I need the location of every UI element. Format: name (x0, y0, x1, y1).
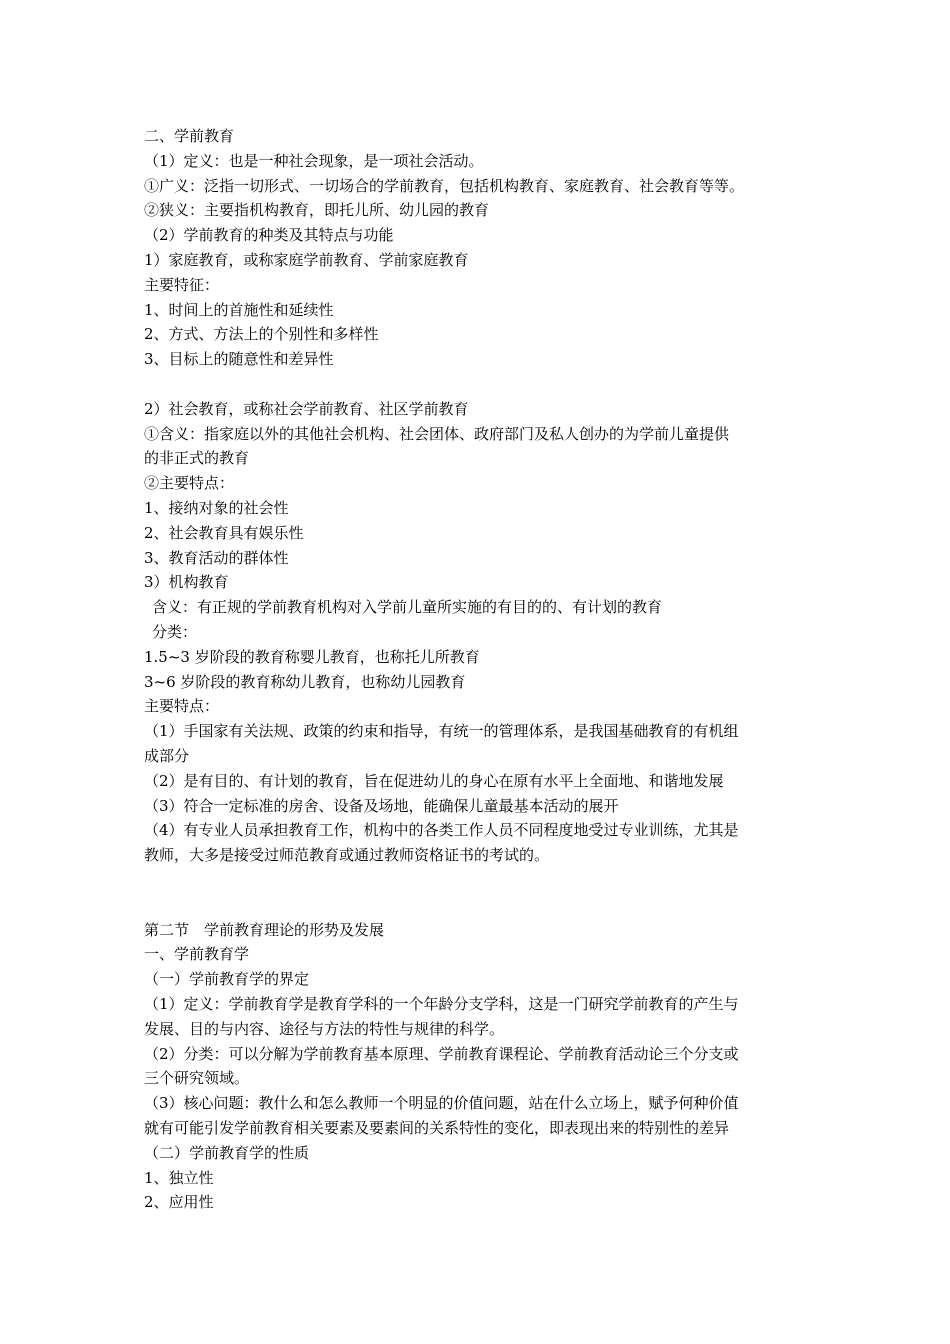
text-line: 2）社会教育，或称社会学前教育、社区学前教育 (144, 399, 469, 418)
text-line: 分类： (152, 623, 198, 641)
text-line: 一、学前教育学 (144, 945, 250, 964)
text-line: （3）核心问题：教什么和怎么教师一个明显的价值问题，站在什么立场上，赋予何种价值 (144, 1094, 739, 1113)
text-line: ②狭义：主要指机构教育，即托儿所、幼儿园的教育 (144, 201, 490, 220)
text-line: （3）符合一定标准的房舍、设备及场地，能确保儿童最基本活动的展开 (144, 796, 619, 815)
text-line: 1、独立性 (144, 1168, 214, 1187)
text-line: 发展、目的与内容、途径与方法的特性与规律的科学。 (144, 1019, 505, 1038)
text-line: 2、社会教育具有娱乐性 (144, 523, 304, 542)
text-line: （2）学前教育的种类及其特点与功能 (144, 226, 394, 245)
text-line: 3~6 岁阶段的教育称幼儿教育，也称幼儿园教育 (144, 672, 466, 691)
text-line: （2）分类：可以分解为学前教育基本原理、学前教育课程论、学前教育活动论三个分支或 (144, 1044, 739, 1063)
text-line: 2、方式、方法上的个别性和多样性 (144, 325, 379, 344)
text-line: 1）家庭教育，或称家庭学前教育、学前家庭教育 (144, 251, 469, 269)
text-line: 3、目标上的随意性和差异性 (144, 350, 334, 369)
text-line: （1）定义：也是一种社会现象，是一项社会活动。 (144, 151, 484, 170)
text-line: 成部分 (144, 747, 190, 765)
text-line: 2、应用性 (144, 1193, 214, 1212)
text-line: 第二节 学前教育理论的形势及发展 (144, 920, 385, 939)
text-line: 1、时间上的首施性和延续性 (144, 300, 334, 319)
text-line: 含义：有正规的学前教育机构对入学前儿童所实施的有目的的、有计划的教育 (152, 598, 663, 617)
text-line: 3、教育活动的群体性 (144, 548, 289, 567)
text-line: （4）有专业人员承担教育工作，机构中的各类工作人员不同程度地受过专业训练，尤其是 (144, 821, 739, 840)
text-line: 主要特征： (144, 275, 220, 294)
text-line: （1）手国家有关法规、政策的约束和指导，有统一的管理体系，是我国基础教育的有机组 (144, 722, 739, 741)
text-line: （2）是有目的、有计划的教育，旨在促进幼儿的身心在原有水平上全面地、和谐地发展 (144, 771, 724, 790)
text-line: （一）学前教育学的界定 (144, 970, 310, 989)
text-line: 1.5~3 岁阶段的教育称婴儿教育，也称托儿所教育 (144, 647, 480, 666)
text-line: 1、接纳对象的社会性 (144, 499, 289, 517)
text-line: ①含义：指家庭以外的其他社会机构、社会团体、政府部门及私人创办的为学前儿童提供 (144, 424, 730, 443)
text-line: 主要特点： (144, 697, 220, 716)
text-line: （1）定义：学前教育学是教育学科的一个年龄分支学科，这是一门研究学前教育的产生与 (144, 995, 739, 1013)
text-line: 就有可能引发学前教育相关要素及要素间的关系特性的变化，即表现出来的特别性的差异 (144, 1119, 730, 1137)
text-line: 的非正式的教育 (144, 449, 250, 468)
text-line: ②主要特点： (144, 474, 235, 493)
text-line: 三个研究领域。 (144, 1069, 250, 1088)
text-line: 二、学前教育 (144, 127, 235, 145)
text-line: （二）学前教育学的性质 (144, 1143, 310, 1162)
text-line: 3）机构教育 (144, 573, 229, 592)
text-line: ①广义：泛指一切形式、一切场合的学前教育，包括机构教育、家庭教育、社会教育等等。 (144, 176, 745, 195)
text-line: 教师，大多是接受过师范教育或通过教师资格证书的考试的。 (144, 846, 550, 865)
